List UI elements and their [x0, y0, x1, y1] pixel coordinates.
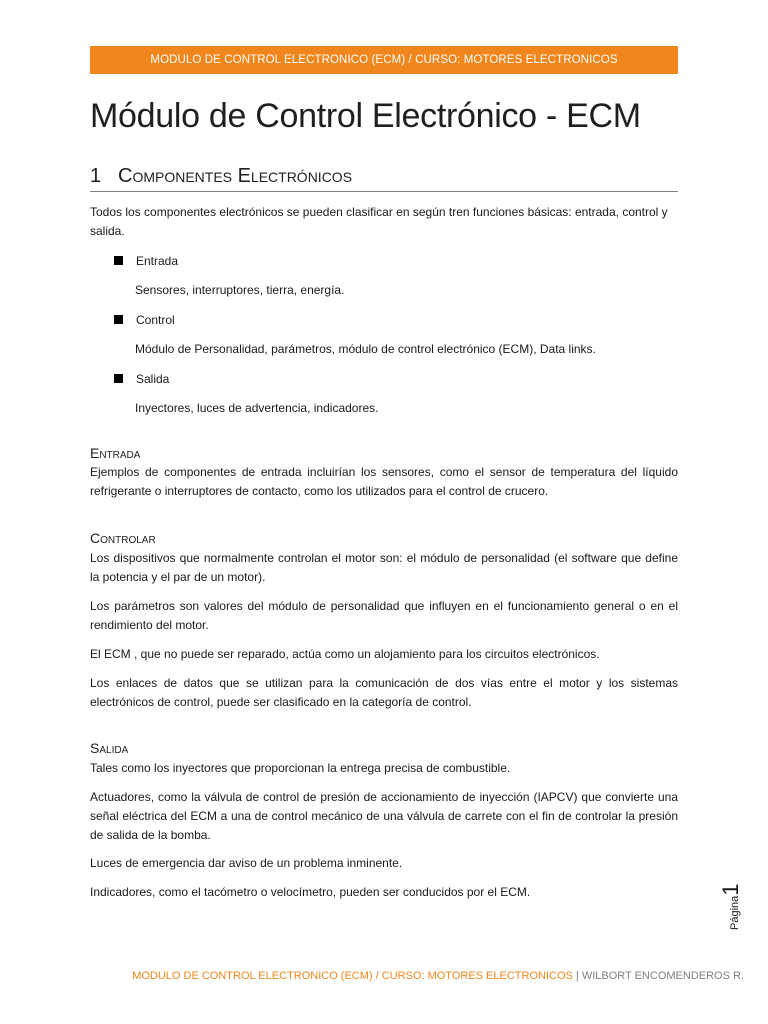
controlar-paragraph: Los dispositivos que normalmente controlan el motor son: el módulo de personalidad (el software que define la potencia y el par de un motor). — [90, 551, 678, 584]
bullet-description: Módulo de Personalidad, parámetros, módulo de control electrónico (ECM), Data links. — [135, 342, 596, 356]
footer-separator: | — [575, 970, 579, 982]
bullet-label: Entrada — [136, 254, 179, 268]
page-number-value: 1 — [718, 883, 743, 896]
bullet-description: Sensores, interruptores, tierra, energía. — [135, 283, 345, 297]
document-title: Módulo de Control Electrónico - ECM — [90, 97, 641, 135]
entrada-paragraph: Ejemplos de componentes de entrada incluirían los sensores, como el sensor de temperatura del líquido refrigerante o interruptores de contacto, como los utilizados para el control de crucero. — [90, 465, 678, 498]
bullet-label: Control — [136, 313, 175, 327]
salida-paragraph: Indicadores, como el tacómetro o velocímetro, pueden ser conducidos por el ECM. — [90, 885, 531, 899]
salida-paragraph: Actuadores, como la válvula de control de presión de accionamiento de inyección (IAPCV) que convierte una señal eléctrica del ECM a una de control mecánico de una válvula de carrete con el fin de controlar la presión de salida de la bomba. — [90, 790, 678, 842]
square-bullet-icon — [114, 374, 123, 383]
bullet-item-entrada — [114, 252, 178, 270]
controlar-paragraph: El ECM , que no puede ser reparado, actúa como un alojamiento para los circuitos electrónicos. — [90, 647, 600, 661]
controlar-heading: Controlar — [90, 530, 156, 546]
header-banner — [90, 46, 678, 74]
page-number — [718, 883, 744, 930]
section-title: Componentes Electrónicos — [118, 165, 353, 187]
salida-heading: Salida — [90, 740, 129, 756]
entrada-heading: Entrada — [90, 445, 141, 461]
header-text: MODULO DE CONTROL ELECTRONICO (ECM) / CURSO: MOTORES ELECTRONICOS — [150, 54, 618, 66]
page-footer — [132, 968, 744, 984]
controlar-paragraph: Los parámetros son valores del módulo de personalidad que influyen en el funcionamiento general o en el rendimiento del motor. — [90, 599, 678, 632]
controlar-paragraph: Los enlaces de datos que se utilizan para la comunicación de dos vías entre el motor y los sistemas electrónicos de control, puede ser clasificado en la categoría de control. — [90, 676, 678, 709]
page-number-label: Página — [729, 895, 741, 930]
salida-paragraph: Tales como los inyectores que proporcionan la entrega precisa de combustible. — [90, 761, 511, 775]
footer-author: WILBORT ENCOMENDEROS R. — [581, 970, 744, 982]
section-number: 1 — [90, 165, 102, 187]
square-bullet-icon — [114, 256, 123, 265]
square-bullet-icon — [114, 315, 123, 324]
section-heading — [90, 161, 678, 192]
intro-paragraph: Todos los componentes electrónicos se pueden clasificar en según tren funciones básicas: entrada, control y salida. — [90, 205, 668, 238]
bullet-item-salida — [114, 370, 169, 388]
salida-paragraph: Luces de emergencia dar aviso de un problema inminente. — [90, 856, 403, 870]
footer-course: MODULO DE CONTROL ELECTRONICO (ECM) / CURSO: MOTORES ELECTRONICOS — [132, 970, 573, 982]
bullet-item-control — [114, 311, 175, 329]
bullet-description: Inyectores, luces de advertencia, indicadores. — [135, 401, 379, 415]
bullet-label: Salida — [136, 372, 170, 386]
